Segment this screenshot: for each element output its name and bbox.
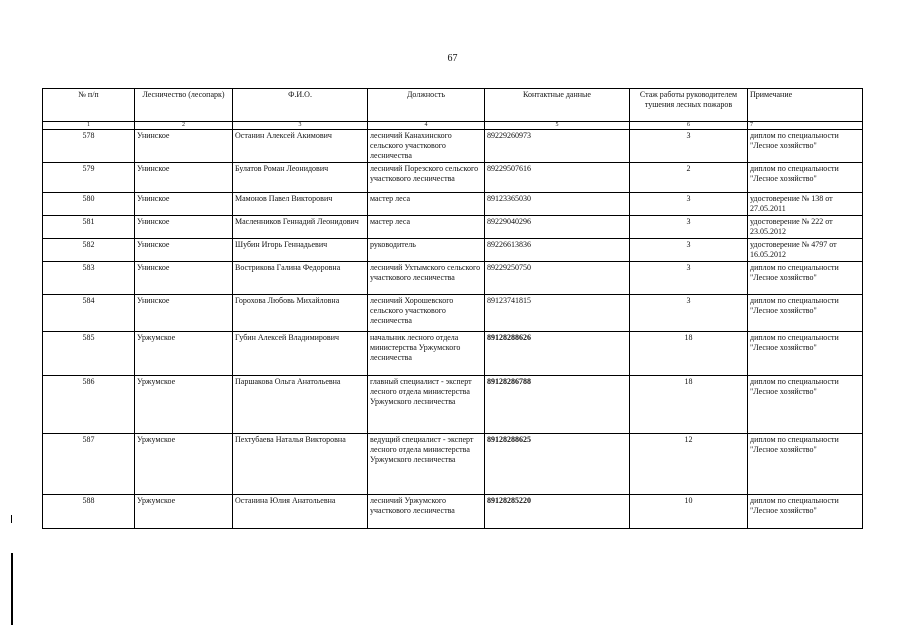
full-name-cell: Горохова Любовь Михайловна	[233, 295, 368, 332]
table-row	[43, 262, 863, 295]
position-cell: лесничий Ухтымского сельского участкового лесничества	[368, 262, 485, 295]
note-cell: диплом по специальности "Лесное хозяйство"	[748, 434, 863, 495]
column-number: 1	[43, 122, 135, 130]
page-number: 67	[447, 53, 458, 64]
phone-cell: 89226613836	[485, 239, 630, 262]
phone-cell: 89128288625	[485, 434, 630, 495]
table-row	[43, 332, 863, 376]
row-number: 587	[43, 434, 135, 495]
full-name-cell: Мамонов Павел Викторович	[233, 193, 368, 216]
header-number: № п/п	[43, 89, 135, 122]
header-note: Примечание	[748, 89, 863, 122]
row-number: 578	[43, 130, 135, 163]
table-row	[43, 495, 863, 529]
header-experience: Стаж работы руководителем тушения лесных пожаров	[630, 89, 748, 122]
experience-cell: 3	[630, 193, 748, 216]
row-number: 581	[43, 216, 135, 239]
header-forestry: Лесничество (лесопарк)	[135, 89, 233, 122]
note-cell: диплом по специальности "Лесное хозяйство"	[748, 163, 863, 193]
row-number: 586	[43, 376, 135, 434]
column-number: 5	[485, 122, 630, 130]
experience-cell: 3	[630, 130, 748, 163]
row-number: 582	[43, 239, 135, 262]
forestry-cell: Унинское	[135, 295, 233, 332]
forestry-cell: Уржумское	[135, 434, 233, 495]
experience-cell: 2	[630, 163, 748, 193]
experience-cell: 12	[630, 434, 748, 495]
forestry-cell: Унинское	[135, 239, 233, 262]
header-position: Должность	[368, 89, 485, 122]
phone-cell: 89128286788	[485, 376, 630, 434]
table-row	[43, 130, 863, 163]
phone-cell: 89123741815	[485, 295, 630, 332]
position-cell: начальник лесного отдела министерства Уржумского лесничества	[368, 332, 485, 376]
experience-cell: 3	[630, 239, 748, 262]
note-cell: диплом по специальности "Лесное хозяйство"	[748, 262, 863, 295]
forestry-cell: Уржумское	[135, 332, 233, 376]
table-row	[43, 376, 863, 434]
forestry-cell: Унинское	[135, 216, 233, 239]
column-number: 7	[748, 122, 863, 130]
experience-cell: 3	[630, 295, 748, 332]
header-contacts: Контактные данные	[485, 89, 630, 122]
forestry-cell: Унинское	[135, 193, 233, 216]
position-cell: главный специалист - эксперт лесного отдела министерства Уржумского лесничества	[368, 376, 485, 434]
table-row	[43, 163, 863, 193]
full-name-cell: Шубин Игорь Геннадьевич	[233, 239, 368, 262]
phone-cell: 89128285220	[485, 495, 630, 529]
note-cell: диплом по специальности "Лесное хозяйство"	[748, 295, 863, 332]
header-full-name: Ф.И.О.	[233, 89, 368, 122]
scan-margin-line	[11, 553, 13, 625]
table-row	[43, 434, 863, 495]
full-name-cell: Булатов Роман Леонидович	[233, 163, 368, 193]
full-name-cell: Паршакова Ольга Анатольевна	[233, 376, 368, 434]
experience-cell: 3	[630, 262, 748, 295]
row-number: 579	[43, 163, 135, 193]
forestry-cell: Унинское	[135, 163, 233, 193]
table-body	[43, 130, 863, 529]
phone-cell: 89229507616	[485, 163, 630, 193]
forestry-cell: Унинское	[135, 130, 233, 163]
row-number: 585	[43, 332, 135, 376]
row-number: 580	[43, 193, 135, 216]
phone-cell: 89229260973	[485, 130, 630, 163]
position-cell: мастер леса	[368, 193, 485, 216]
note-cell: диплом по специальности "Лесное хозяйство"	[748, 332, 863, 376]
table-row	[43, 239, 863, 262]
note-cell: диплом по специальности "Лесное хозяйство"	[748, 495, 863, 529]
forestry-cell: Унинское	[135, 262, 233, 295]
full-name-cell: Вострикова Галина Федоровна	[233, 262, 368, 295]
position-cell: ведущий специалист - эксперт лесного отдела министерства Уржумского лесничества	[368, 434, 485, 495]
note-cell: диплом по специальности "Лесное хозяйство"	[748, 130, 863, 163]
phone-cell: 89229040296	[485, 216, 630, 239]
row-number: 584	[43, 295, 135, 332]
position-cell: мастер леса	[368, 216, 485, 239]
note-cell: удостоверение № 4797 от 16.05.2012	[748, 239, 863, 262]
note-cell: удостоверение № 138 от 27.05.2011	[748, 193, 863, 216]
table-row	[43, 216, 863, 239]
column-number: 3	[233, 122, 368, 130]
column-number: 6	[630, 122, 748, 130]
forestry-cell: Уржумское	[135, 376, 233, 434]
row-number: 583	[43, 262, 135, 295]
position-cell: лесничий Канахинского сельского участкового лесничества	[368, 130, 485, 163]
experience-cell: 10	[630, 495, 748, 529]
full-name-cell: Останин Алексей Акимович	[233, 130, 368, 163]
position-cell: лесничий Порезского сельского участкового лесничества	[368, 163, 485, 193]
experience-cell: 18	[630, 376, 748, 434]
column-number: 4	[368, 122, 485, 130]
position-cell: руководитель	[368, 239, 485, 262]
experience-cell: 18	[630, 332, 748, 376]
forestry-cell: Уржумское	[135, 495, 233, 529]
full-name-cell: Губин Алексей Владимирович	[233, 332, 368, 376]
position-cell: лесничий Уржумского участкового лесничества	[368, 495, 485, 529]
header-row	[43, 89, 863, 122]
column-number: 2	[135, 122, 233, 130]
phone-cell: 89123365030	[485, 193, 630, 216]
experience-cell: 3	[630, 216, 748, 239]
position-cell: лесничий Хорошевского сельского участкового лесничества	[368, 295, 485, 332]
note-cell: диплом по специальности "Лесное хозяйство"	[748, 376, 863, 434]
full-name-cell: Пехтубаева Наталья Викторовна	[233, 434, 368, 495]
forest-fire-leaders-table	[42, 88, 863, 529]
phone-cell: 89229250750	[485, 262, 630, 295]
note-cell: удостоверение № 222 от 23.05.2012	[748, 216, 863, 239]
full-name-cell: Останина Юлия Анатольевна	[233, 495, 368, 529]
row-number: 588	[43, 495, 135, 529]
full-name-cell: Масленников Геннадий Леонидович	[233, 216, 368, 239]
phone-cell: 89128288626	[485, 332, 630, 376]
table-row	[43, 193, 863, 216]
table-row	[43, 295, 863, 332]
column-numbers-row	[43, 122, 863, 130]
scan-margin-tick	[11, 515, 12, 523]
